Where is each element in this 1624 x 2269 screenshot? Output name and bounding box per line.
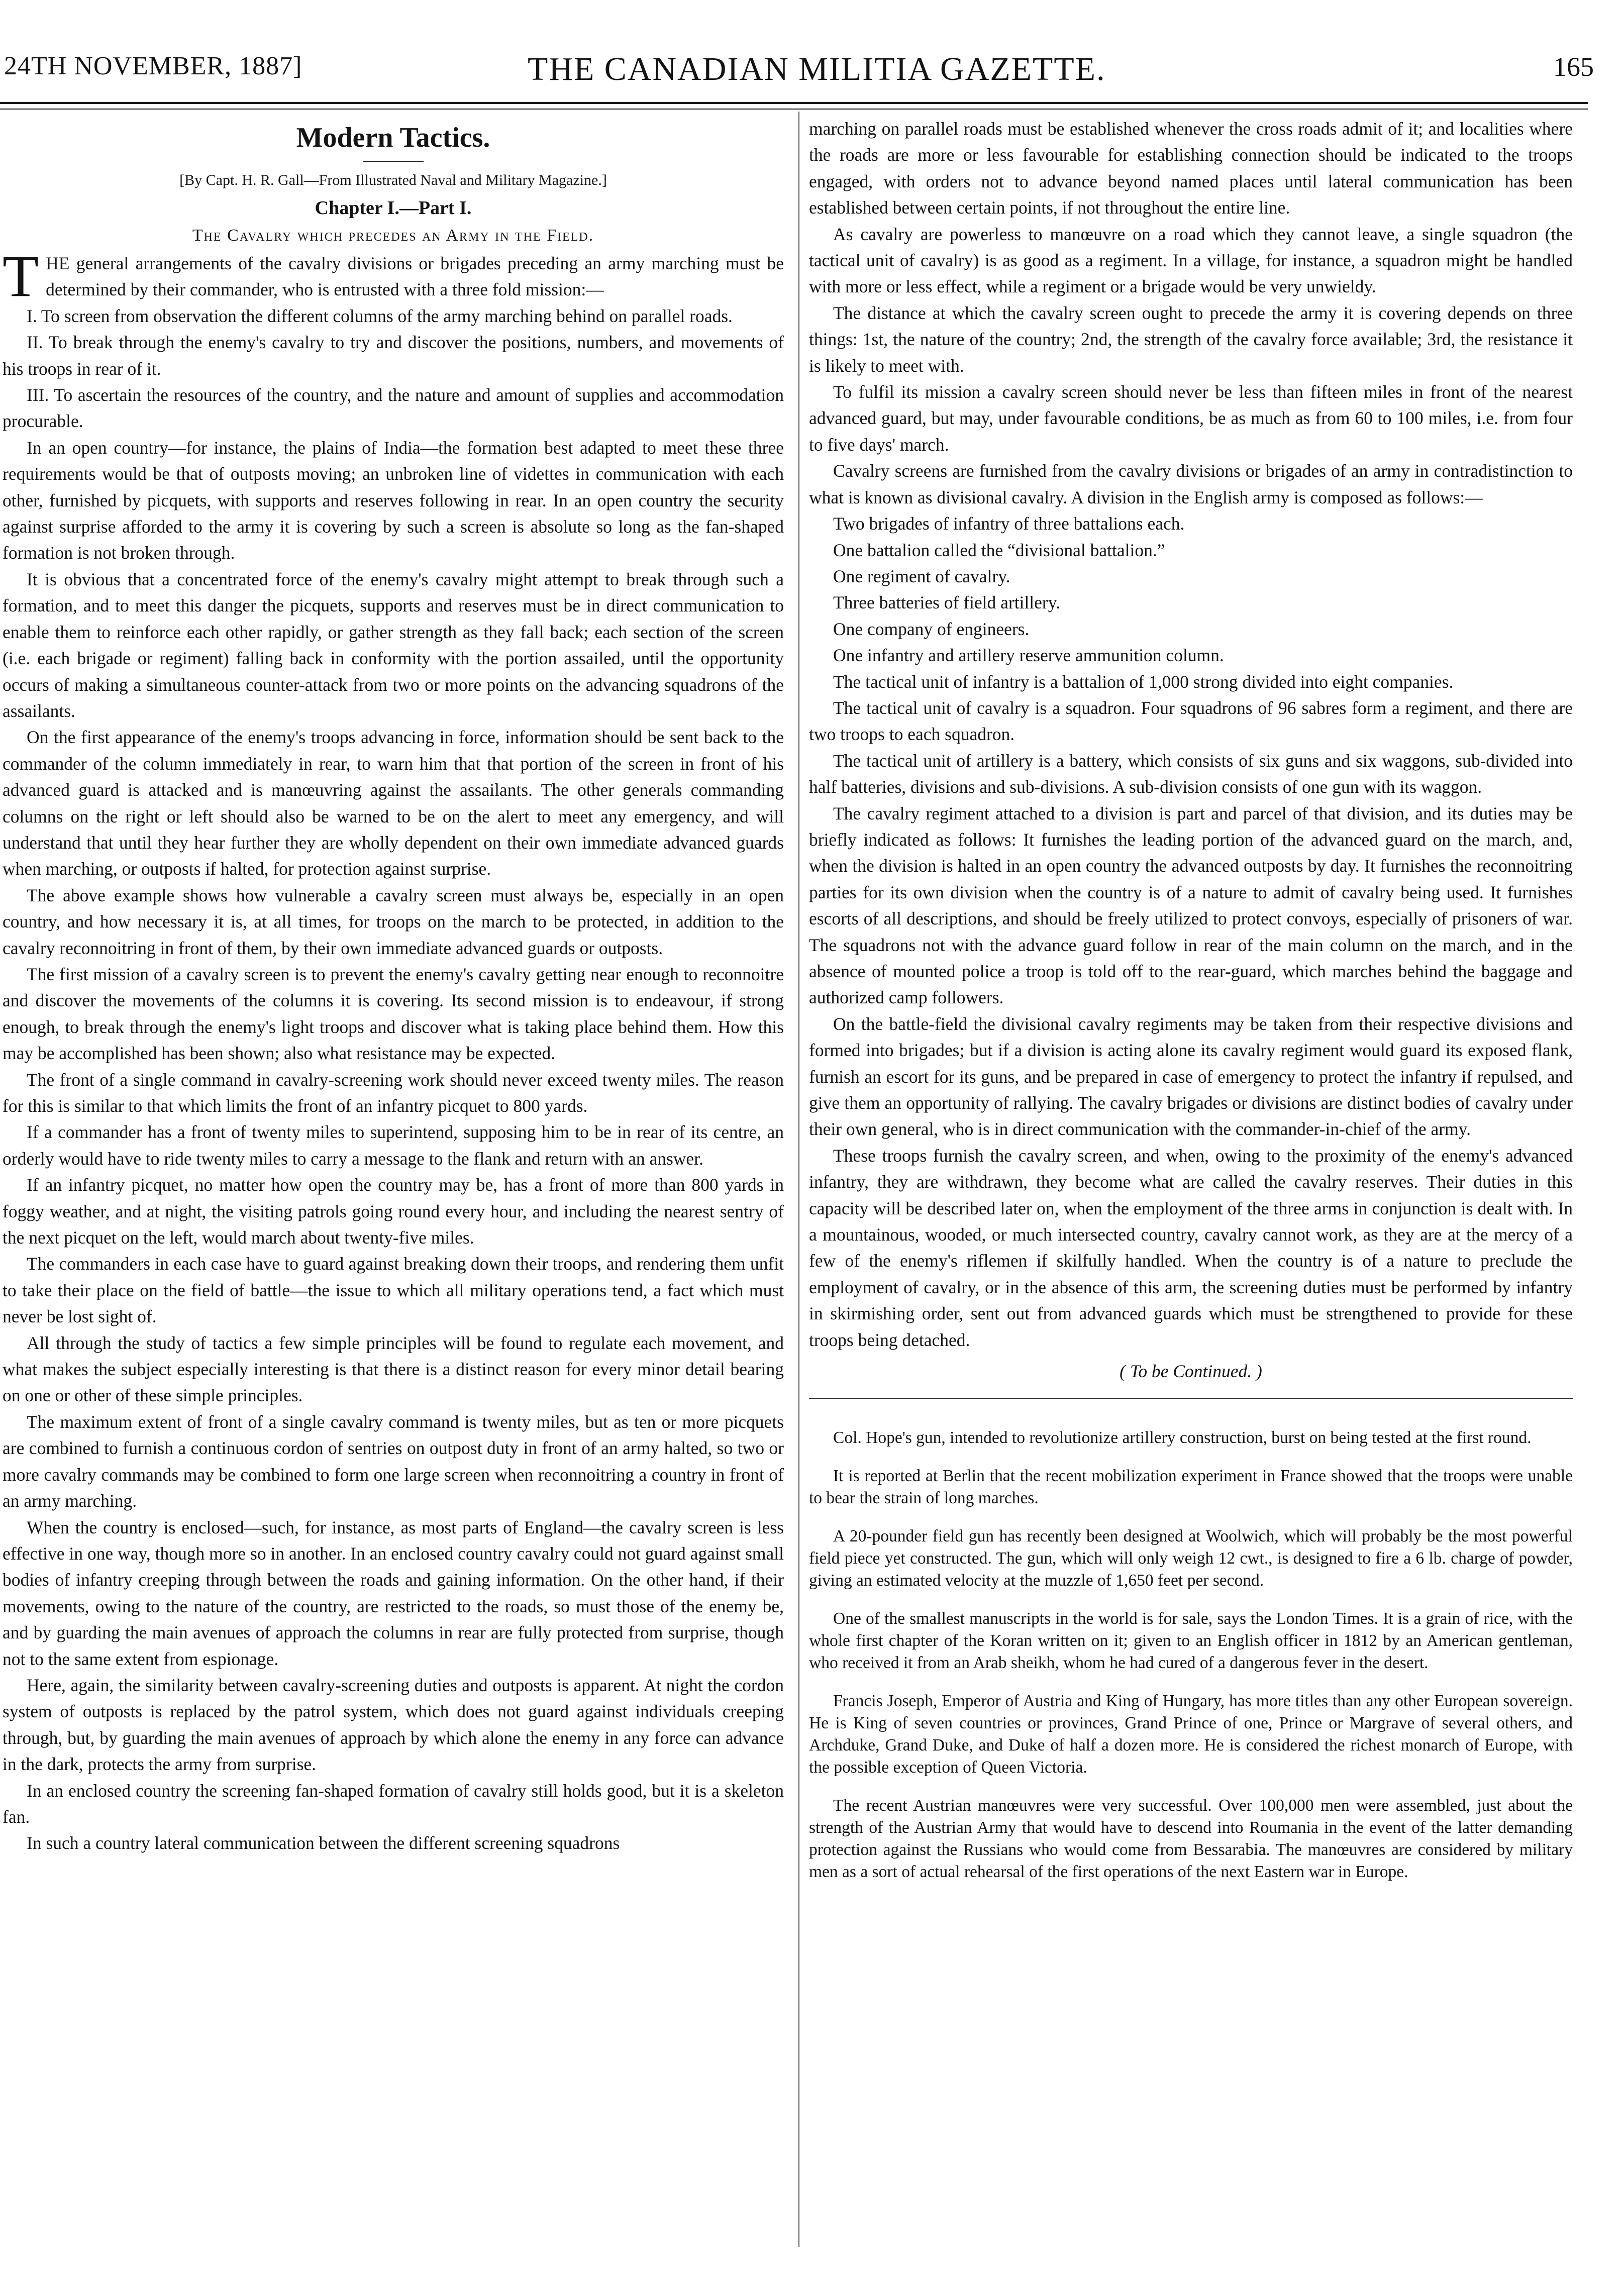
paragraph: It is obvious that a concentrated force of the enemy's cavalry might attempt to break through such a formation, and to meet this danger the picquets, supports and reserves must be in direct communication to enable them to reinforce each other rapidly, or gather strength as they fall back; each section of the screen (i.e. each brigade or regiment) falling back in conformity with the portion assailed, until the opportunity occurs of making a simultaneous counter-attack from two or more points on the advancing squadrons of the assailants.: [3, 569, 784, 721]
paragraph: The first mission of a cavalry screen is to prevent the enemy's cavalry getting near enough to reconnoitre and discover the movements of the columns it is covering. Its second mission is to endeavour, if strong enough, to break through the enemy's light troops and discover what is taking place behind them. How this may be accomplished has been shown; also what resistance may be expected.: [3, 964, 784, 1064]
title-rule: [363, 161, 424, 162]
page-number: 165: [1553, 52, 1594, 82]
paragraph: I. To screen from observation the different columns of the army marching behind on parallel roads.: [27, 305, 733, 326]
paragraph: III. To ascertain the resources of the country, and the nature and amount of supplies and accommodation procurable.: [3, 385, 784, 432]
paragraph: The commanders in each case have to guard against breaking down their troops, and rendering them unfit to take their place on the field of battle—the issue to which all military operations tend, a fact which must never be lost sight of.: [3, 1254, 784, 1327]
paragraph: The cavalry regiment attached to a division is part and parcel of that division, and its duties may be briefly indicated as follows: It furnishes the leading portion of the advanced guard on the march, and, when the division is halted in an open country the advanced outposts by day. It furnishes the reconnoitring parties for its own division when the country is of a nature to admit of cavalry being used. It furnishes escorts of all descriptions, and should be freely utilized to protect convoys, especially of prisoners of war. The squadrons not with the advance guard follow in rear of the main column on the march, and in the absence of mounted police a troop is told off to the rear-guard, which marches behind the baggage and authorized camp followers.: [809, 803, 1573, 1008]
paragraph: marching on parallel roads must be established whenever the cross roads admit of it; and localities where the roads are more or less favourable for establishing connection should be indicated to the troops engaged, with orders not to advance beyond named places until lateral communication has been established between certain points, if not throughout the entire line.: [809, 119, 1573, 218]
paragraph: The front of a single command in cavalry-screening work should never exceed twenty miles. The reason for this is similar to that which limits the front of an infantry picquet to 800 yards.: [3, 1069, 784, 1116]
byline: [By Capt. H. R. Gall—From Illustrated Naval and Military Magazine.]: [179, 172, 607, 188]
paragraph: The tactical unit of cavalry is a squadron. Four squadrons of 96 sabres form a regiment, and there are two troops to each squadron.: [809, 697, 1573, 745]
list-item: Two brigades of infantry of three battalions each.: [833, 513, 1185, 534]
paragraph: The tactical unit of infantry is a battalion of 1,000 strong divided into eight companies.: [833, 671, 1454, 692]
paragraph: The maximum extent of front of a single cavalry command is twenty miles, but as ten or more picquets are combined to furnish a continuous cordon of sentries on outpost duty in front of an army halted, so two or more cavalry commands may be combined to form one large screen when reconnoitring a country in front of an army marching.: [3, 1411, 784, 1511]
paragraph: The tactical unit of artillery is a battery, which consists of six guns and six waggons, sub-divided into half batteries, divisions and sub-divisions. A sub-division consists of one gun with its waggon.: [809, 750, 1573, 797]
list-item: One company of engineers.: [833, 618, 1030, 639]
paragraph: II. To break through the enemy's cavalry to try and discover the positions, numbers, and movements of his troops in rear of it.: [3, 332, 784, 379]
news-brief: A 20-pounder field gun has recently been designed at Woolwich, which will probably be the most powerful field piece yet constructed. The gun, which will only weigh 12 cwt., is designed to fire a 6 lb. charge of powder, giving an estimated velocity at the muzzle of 1,650 feet per second.: [809, 1526, 1573, 1590]
paragraph: On the battle-field the divisional cavalry regiments may be taken from their respective divisions and formed into brigades; but if a division is acting alone its cavalry regiment would guard its exposed flank, furnish an escort for its guns, and be prepared in case of emergency to protect the infantry if repulsed, and give them an opportunity of rallying. The cavalry brigades or divisions are distinct bodies of cavalry under their own general, who is in direct communication with the commander-in-chief of the army.: [809, 1013, 1573, 1140]
paragraph: If a commander has a front of twenty miles to superintend, supposing him to be in rear of its centre, an orderly would have to ride twenty miles to carry a message to the flank and return with an answer.: [3, 1122, 784, 1169]
paragraph: Here, again, the similarity between cavalry-screening duties and outposts is apparent. At night the cordon system of outposts is replaced by the patrol system, which does not guard against individuals creeping through, but, by guarding the main avenues of approach by which alone the enemy in any force can advance in the dark, protects the army from surprise.: [3, 1675, 784, 1775]
section-separator: [809, 1398, 1573, 1399]
paragraph: To fulfil its mission a cavalry screen should never be less than fifteen miles in front of the nearest advanced guard, but may, under favourable conditions, be as much as from 60 to 100 miles, i.e. from four to five days' march.: [809, 382, 1573, 455]
list-item: One regiment of cavalry.: [833, 566, 1010, 586]
article-title: Modern Tactics.: [296, 122, 490, 153]
paragraph: THE general arrangements of the cavalry divisions or brigades preceding an army marching must be determined by their commander, who is entrusted with a three fold mission:—: [3, 243, 784, 309]
header-rule-thin: [0, 109, 1588, 110]
column-divider: [798, 112, 799, 2247]
news-brief: It is reported at Berlin that the recent mobilization experiment in France showed that the troops were unable to bear the strain of long marches.: [809, 1466, 1573, 1507]
header-rule-thick: [0, 102, 1588, 104]
paragraph: These troops furnish the cavalry screen, and when, owing to the proximity of the enemy's advanced infantry, they are withdrawn, they become what are called the cavalry reserves. Their duties in this capacity will be described later on, when the employment of the three arms in conjunction is dealt with. In a mountainous, wooded, or much intersected country, cavalry cannot work, as they are at the mercy of a few of the enemy's riflemen if skilfully handled. When the country is of a nature to preclude the employment of cavalry, or in the absence of this arm, the screening duties must be performed by infantry in skirmishing order, sent out from advanced guards which must be strengthened to provide for these troops being detached.: [809, 1145, 1573, 1350]
paragraph: The above example shows how vulnerable a cavalry screen must always be, especially in an open country, and how necessary it is, at all times, for troops on the march to be protected, in addition to the cavalry reconnoitring in front of them, by their own immediate advanced guards or outposts.: [3, 885, 784, 958]
news-brief: Francis Joseph, Emperor of Austria and King of Hungary, has more titles than any other European sovereign. He is King of seven countries or provinces, Grand Prince of one, Prince or Margrave of several others, and Archduke, Grand Duke, and Duke of half a dozen more. He is considered the richest monarch of Europe, with the possible exception of Queen Victoria.: [809, 1691, 1573, 1777]
paragraph: If an infantry picquet, no matter how open the country may be, has a front of more than 800 yards in foggy weather, and at night, the visiting patrols going round every hour, and including the nearest sentry of the next picquet on the left, would march about twenty-five miles.: [3, 1175, 784, 1248]
issue-date: 24TH NOVEMBER, 1887]: [4, 52, 302, 80]
list-item: One battalion called the “divisional battalion.”: [833, 540, 1165, 560]
news-brief: Col. Hope's gun, intended to revolutionize artillery construction, burst on being tested at the first round.: [833, 1428, 1532, 1447]
news-brief: One of the smallest manuscripts in the world is for sale, says the London Times. It is a grain of rice, with the whole first chapter of the Koran written on it; given to an English officer in 1812 by an American gentleman, who received it from an Arab sheikh, whom he had cured of a dangerous fever in the desert.: [809, 1609, 1573, 1672]
paragraph: All through the study of tactics a few simple principles will be found to regulate each movement, and what makes the subject especially interesting is that there is a distinct reason for every minor detail bearing on one or other of these simple principles.: [3, 1332, 784, 1406]
paragraph: In an enclosed country the screening fan-shaped formation of cavalry still holds good, but it is a skeleton fan.: [3, 1780, 784, 1827]
news-briefs: [809, 1427, 1573, 1883]
right-column: [809, 116, 1573, 2266]
paragraph: The distance at which the cavalry screen ought to precede the army it is covering depends on three things: 1st, the nature of the country; 2nd, the strength of the cavalry force available; 3rd, the resistance it is likely to meet with.: [809, 302, 1573, 376]
page-header: [0, 0, 1624, 116]
paragraph: Cavalry screens are furnished from the cavalry divisions or brigades of an army in contradistinction to what is known as divisional cavalry. A division in the English army is composed as follows:—: [809, 461, 1573, 507]
newspaper-title: THE CANADIAN MILITIA GAZETTE.: [528, 51, 1106, 87]
paragraph: On the first appearance of the enemy's troops advancing in force, information should be sent back to the commander of the column immediately in rear, to warn him that that portion of the screen in front of his advanced guard is attacked and is manœuvring against the assailants. The other generals commanding columns on the right or left should also be warned to be on the alert to meet any emergency, and will understand that until they hear further they are wholly dependent on their own immediate advanced guards when marching, or outposts if halted, for protection against surprise.: [3, 727, 784, 879]
paragraph: When the country is enclosed—such, for instance, as most parts of England—the cavalry screen is less effective in one way, though more so in another. In an enclosed country cavalry could not guard against small bodies of infantry creeping through between the roads and gaining information. On the other hand, if their movements, owing to the nature of the country, are restricted to the roads, so must those of the enemy be, and by guarding the main avenues of approach the columns in rear are fully protected from surprise, though not to the same extent from espionage.: [3, 1517, 784, 1669]
section-subheading: The Cavalry which precedes an Army in the Field.: [192, 226, 594, 245]
chapter-heading: Chapter I.—Part I.: [315, 197, 472, 219]
list-item: Three batteries of field artillery.: [833, 592, 1061, 613]
paragraph: In such a country lateral communication between the different screening squadrons: [27, 1833, 620, 1853]
paragraph: In an open country—for instance, the plains of India—the formation best adapted to meet these three requirements would be that of outposts moving; an unbroken line of videttes in communication with each other, furnished by picquets, with supports and reserves following in rear. In an open country the security against surprise afforded to the army it is covering by such a screen is absolute so long as the fan-shaped formation is not broken through.: [3, 437, 784, 563]
drop-cap: T: [3, 243, 39, 309]
paragraph: As cavalry are powerless to manœuvre on a road which they cannot leave, a single squadron (the tactical unit of cavalry) is as good as a regiment. In a village, for instance, a squadron might be handled with more or less effect, while a regiment or a brigade would be very unwieldy.: [809, 224, 1573, 297]
news-brief: The recent Austrian manœuvres were very successful. Over 100,000 men were assembled, just about the strength of the Austrian Army that would have to descend into Roumania in the event of the latter demanding protection against the Russians who would come from Bessarabia. The manœuvres are considered by military men as a sort of actual rehearsal of the first operations of the next Eastern war in Europe.: [809, 1796, 1573, 1881]
left-column: [3, 116, 784, 2266]
to-be-continued: ( To be Continued. ): [1120, 1361, 1262, 1382]
list-item: One infantry and artillery reserve ammunition column.: [833, 645, 1224, 666]
division-composition-list: [809, 510, 1573, 668]
